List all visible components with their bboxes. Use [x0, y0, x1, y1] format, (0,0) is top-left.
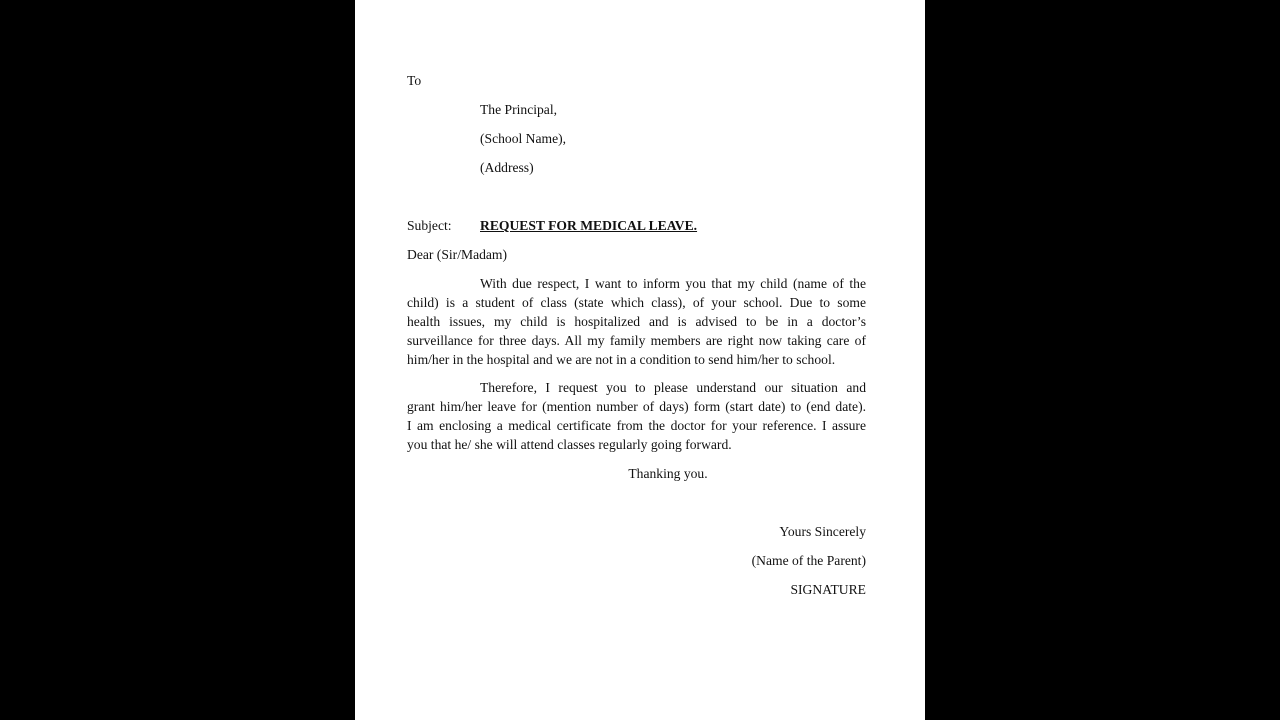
paragraph-1-line: health issues, my child is hospitalized and is advised to be in a doctor’s: [407, 314, 866, 329]
recipient-line: (Address): [480, 160, 534, 175]
paragraph-2-line: I am enclosing a medical certificate from the doctor for your reference. I assure: [407, 418, 866, 433]
paragraph-1-line: surveillance for three days. All my family members are right now taking care of: [407, 333, 866, 348]
subject-label: Subject:: [407, 218, 452, 233]
thanks-line: Thanking you.: [628, 466, 708, 481]
paragraph-2-line: Therefore, I request you to please understand our situation and: [480, 380, 866, 395]
closing: Yours Sincerely: [779, 524, 866, 539]
paragraph-1-line: With due respect, I want to inform you that my child (name of the: [480, 276, 866, 291]
salutation: Dear (Sir/Madam): [407, 247, 508, 262]
recipient-line: (School Name),: [480, 131, 567, 146]
paragraph-1-line: him/her in the hospital and we are not in a condition to send him/her to school.: [407, 352, 836, 367]
to-label: To: [407, 73, 422, 88]
recipient-line: The Principal,: [480, 102, 558, 117]
paragraph-2-line: you that he/ she will attend classes regularly going forward.: [407, 437, 732, 452]
paragraph-1-line: child) is a student of class (state which class), of your school. Due to some: [407, 295, 866, 310]
paragraph-2-line: grant him/her leave for (mention number of days) form (start date) to (end date).: [407, 399, 866, 414]
sender-name: (Name of the Parent): [751, 553, 866, 568]
signature: SIGNATURE: [790, 582, 866, 597]
subject-text: REQUEST FOR MEDICAL LEAVE.: [480, 218, 698, 233]
